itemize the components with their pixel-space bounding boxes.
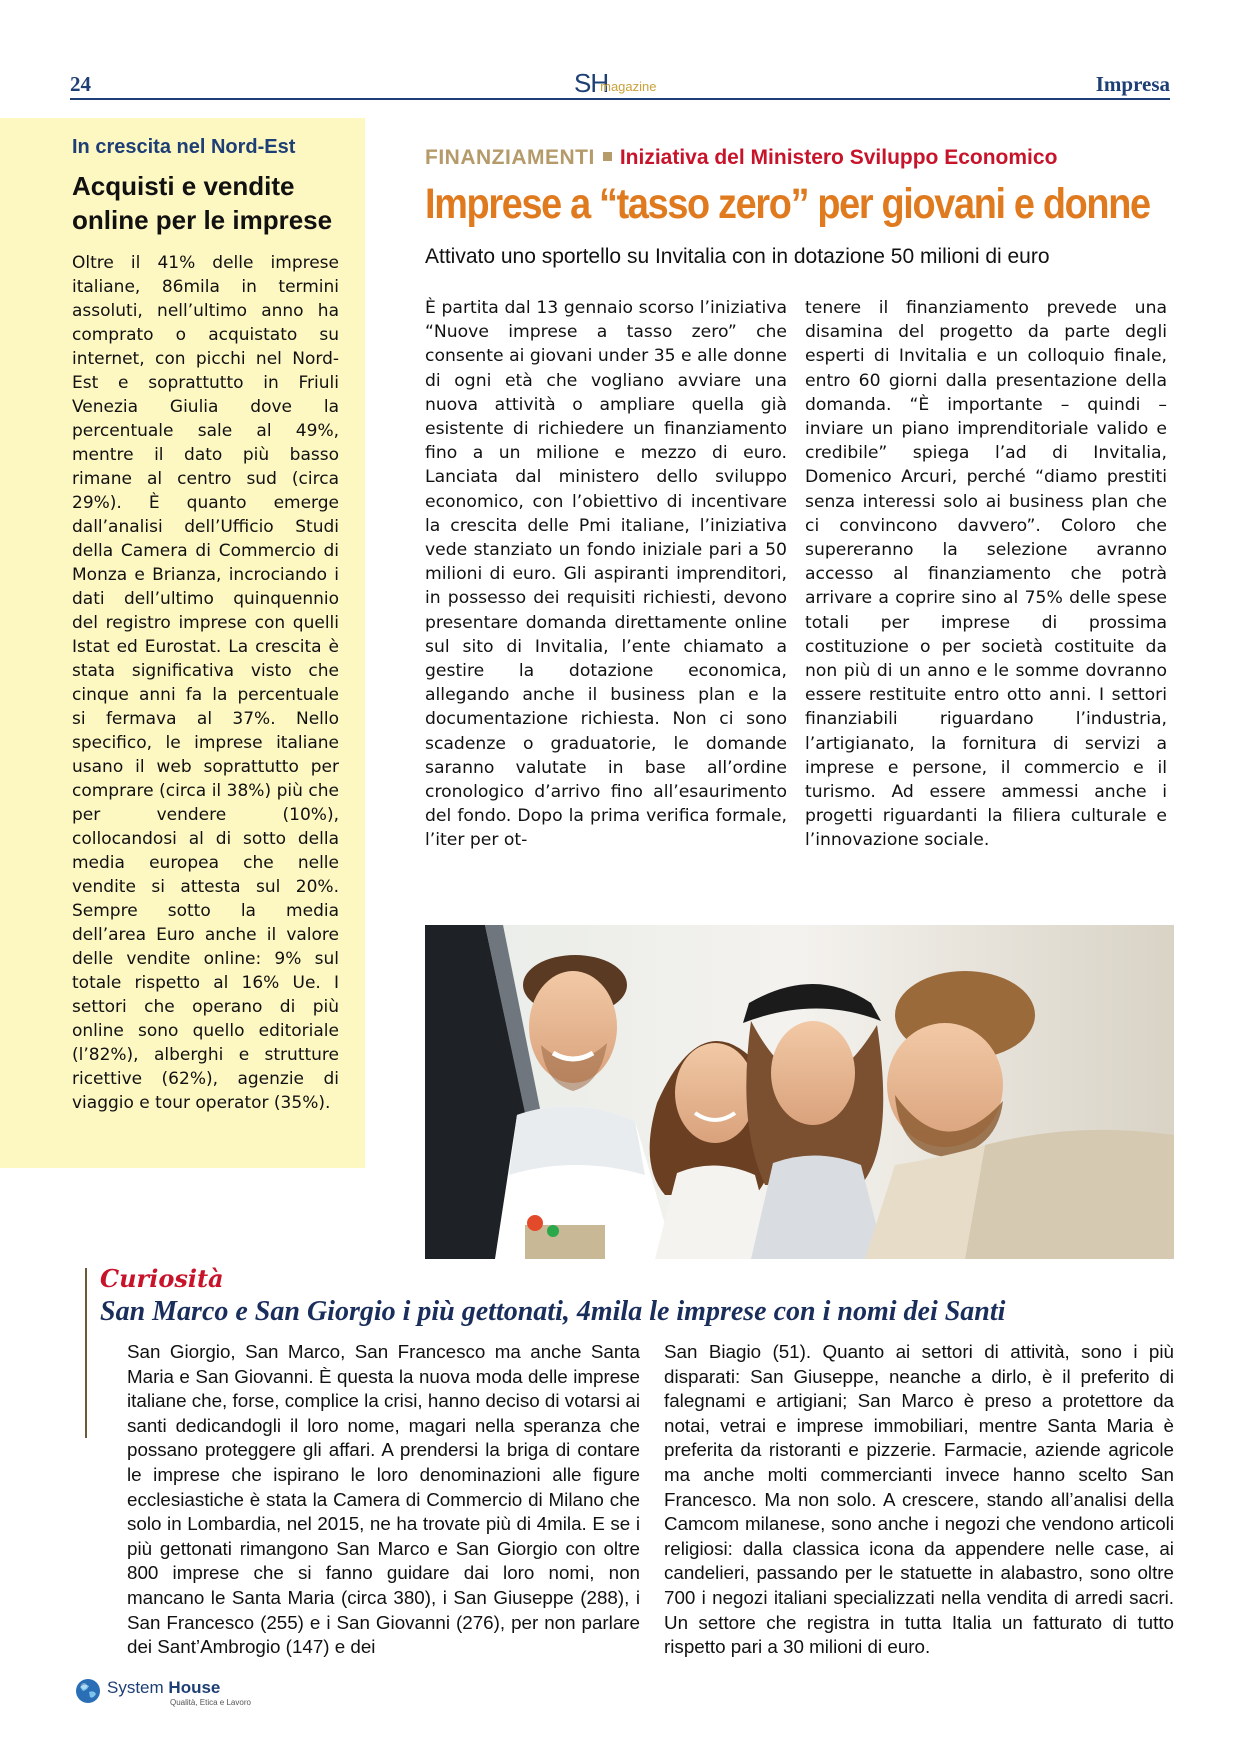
globe-icon [75, 1678, 101, 1704]
sidebar-title: Acquisti e vendite online per le imprese [72, 171, 333, 235]
page-number: 24 [70, 72, 91, 96]
curiosita-column-1: San Giorgio, San Marco, San Francesco ma anche Santa Maria e San Giovanni. È questa la nuova moda delle imprese italiane che, forse, complice la crisi, hanno deciso di votarsi ai santi dedicandogli il loro nome, magari nella speranza che possano proteggere gli affari. A prendersi la briga di contare le imprese che ispirano le loro denominazioni alle figure ecclesiastiche è stata la Camera di Commercio di Milano che solo in Lombardia, nel 2015, ne ha trovate più di 4mila. E se i più gettonati rimangono San Marco e San Giorgio con oltre 800 imprese che si fanno guidare dai loro nomi, non mancano le Santa Maria (circa 380), i San Giuseppe (288), i San Francesco (255) e i San Giovanni (276), per non parlare dei Sant’Ambrogio (147) e dei [127, 1341, 640, 1658]
sidebar-body: Oltre il 41% delle imprese italiane, 86mila in termini assoluti, nell’ultimo anno ha comprato o acquistato su internet, con picchi nel Nord-Est e soprattutto in Friuli Venezia Giulia dove la percentuale sale al 49%, mentre il dato più basso rimane al centro sud (circa 29%). È quanto emerge dall’analisi dell’Ufficio Studi della Camera di Commercio di Monza e Brianza, incrociando i dati dell’ultimo quinquennio del registro imprese con quelli Istat ed Eurostat. La crescita è stata significativa visto che cinque anni fa la percentuale si fermava al 37%. Nello specifico, le imprese italiane usano il web soprattutto per comprare (circa il 38%) più che per vendere (10%), collocandosi al di sotto della media europea che nelle vendite si attesta sul 20%. Sempre sotto la media dell’area Euro anche il valore delle vendite online: 9% sul totale rispetto al 16% Ue. I settori che operano di più online sono quello editoriale (l’82%), alberghi e strutture ricettive (62%), agenzie di viaggio e tour operator (35%). [72, 253, 339, 1113]
article-headline: Imprese a “tasso zero” per giovani e donne [425, 180, 1150, 228]
footer-brand [107, 1678, 220, 1698]
sidebar-box [0, 118, 365, 1168]
footer-tagline: Qualità, Etica e Lavoro [170, 1698, 251, 1707]
header-rule [70, 98, 1170, 100]
article-kicker [425, 146, 1057, 170]
kicker-category: FINANZIAMENTI [425, 146, 595, 169]
masthead-sub: magazine [600, 79, 657, 94]
footer-brand-light: System [107, 1678, 164, 1697]
curiosita-column-2: San Biagio (51). Quanto ai settori di attività, sono i più disparati: San Giuseppe, neanche a dirlo, è il preferito di falegnami e artigiani; San Marco è preso a protettore da notai, vetrai e imprese immobiliari, mentre Santa Maria è preferita da ristoranti e pizzerie. Farmacie, aziende agricole ma anche molti commercianti invece hanno scelto San Francesco. Ma non solo. A crescere, stando all’analisi della Camcom milanese, sono anche i negozi che vendono articoli religiosi: dalla classica icona da appendere nelle case, ai candelieri, passando per le statuette in alabastro, sono oltre 700 i negozi italiani specializzati nella vendita di arredi sacri. Un settore che registra in tutta Italia un fatturato di tutto rispetto pari a 30 milioni di euro. [664, 1341, 1174, 1658]
kicker-separator-icon [603, 152, 612, 161]
article-column-1: È partita dal 13 gennaio scorso l’iniziativa “Nuove imprese a tasso zero” che consente ai giovani under 35 e alle donne di ogni età che vogliano avviare una nuova attività o ampliare quella già esistente di richiedere un finanziamento fino a un milione e mezzo di euro. Lanciata dal ministero dello sviluppo economico, con l’obiettivo di incentivare la crescita delle Pmi italiane, l’iniziativa vede stanziato un fondo iniziale pari a 50 milioni di euro. Gli aspiranti imprenditori, in possesso dei requisiti richiesti, devono presentare domanda direttamente online sul sito di Invitalia, l’ente chiamato a gestire la dotazione economica, allegando anche il business plan e la documentazione richiesta. Non ci sono scadenze o graduatorie, le domande saranno valutate in base all’ordine cronologico d’arrivo fino all’esaurimento del fondo. Dopo la prima verifica formale, l’iter per ot- [425, 298, 787, 851]
curiosita-rule [85, 1268, 87, 1438]
curiosita-title: San Marco e San Giorgio i più gettonati, 4mila le imprese con i nomi dei Santi [100, 1296, 1006, 1327]
sidebar-kicker: In crescita nel Nord-Est [72, 136, 296, 158]
section-name: Impresa [1095, 72, 1170, 96]
masthead-main: SH [574, 68, 609, 98]
curiosita-label: Curiosità [100, 1264, 224, 1293]
masthead-logo [574, 68, 665, 99]
article-subhead: Attivato uno sportello su Invitalia con in dotazione 50 milioni di euro [425, 245, 1050, 268]
kicker-topic: Iniziativa del Ministero Sviluppo Economico [619, 146, 1058, 169]
article-photo [425, 925, 1174, 1259]
article-column-2: tenere il finanziamento prevede una disamina del progetto da parte degli esperti di Invitalia e un colloquio finale, entro 60 giorni dalla presentazione della domanda. “È importante – quindi – inviare un piano imprenditoriale valido e credibile” spiega l’ad di Invitalia, Domenico Arcuri, perché “diamo prestiti senza interessi solo ai business plan che ci convincono davvero”. Coloro che supereranno la selezione avranno accesso al finanziamento che potrà arrivare a coprire sino al 75% delle spese totali per imprese di prossima costituzione o per società costituite da non più di un anno e le somme dovranno essere restituite entro otto anni. I settori finanziabili riguardano l’industria, l’artigianato, la fornitura di servizi a imprese e persone, il commercio e il turismo. Ad essere ammessi anche i progetti riguardanti la filiera culturale e l’innovazione sociale. [805, 298, 1167, 851]
footer-brand-bold: House [168, 1678, 221, 1697]
